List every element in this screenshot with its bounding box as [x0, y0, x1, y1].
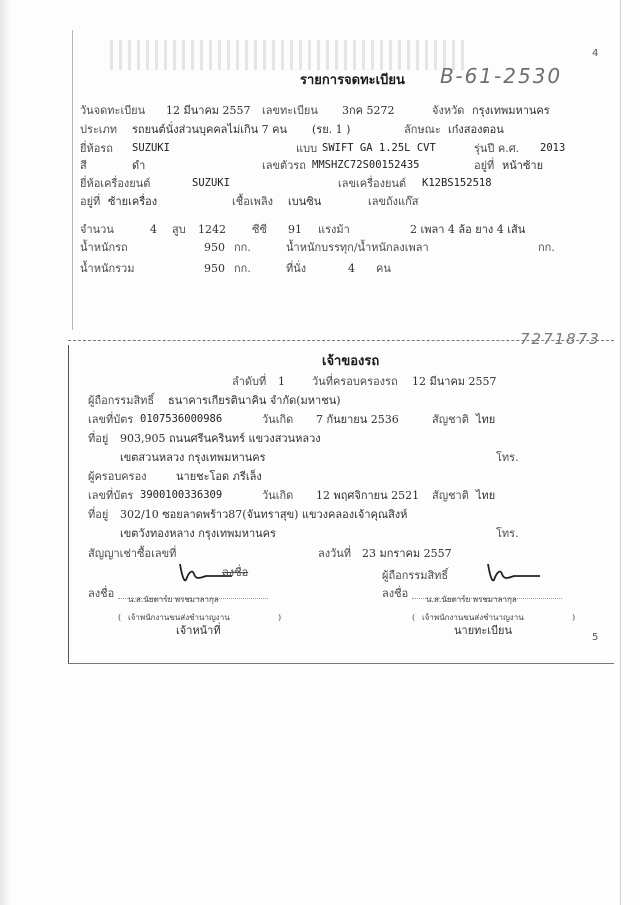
holder-address-line2: เขตวังทองหลาง กรุงเทพมหานคร — [120, 527, 276, 540]
vehicle-weight-value: 950 — [204, 241, 225, 254]
sequence-label: ลำดับที่ — [232, 375, 267, 388]
owner-nationality-value: ไทย — [476, 413, 496, 426]
chassis-label: เลขตัวรถ — [262, 159, 306, 172]
holder-address-label: ที่อยู่ — [88, 508, 109, 521]
seats-unit: คน — [376, 262, 391, 275]
right-signature-scribble — [484, 560, 544, 586]
holder-nationality-label: สัญชาติ — [432, 489, 469, 502]
cylinder-label: สูบ — [172, 223, 186, 236]
owner-address-value: 903,905 ถนนศรีนครินทร์ แขวงสวนหลวง — [120, 432, 321, 445]
document-page: 4 5 รายการจดทะเบียน B-61-2530 วันจดทะเบียน 12 มีนาคม 2557 เลขทะเบียน 3กค 5272 จังหวัด กรุงเทพมหานคร ประเภท รถยนต์นั่งส่วนบุคคลไม่เกิน 7 คน (รย. 1 ) ลักษณะ เก๋งสองตอน ยี่ห้อรถ SUZUKI แบบ SWIFT GA 1.25L CVT รุ่นปี ค.ศ. 2013 สี ดำ เลขตัวรถ MMSHZC72S00152435 อยู่ที่ หน้าซ้าย ยี่ห้อเครื่องยนต์ SUZUKI เลขเครื่องยนต์ K12BS152518 อยู่ที่ ซ้ายเครื่อง เชื้อเพลิง เบนซิน เลขถังแก๊ส จำนวน 4 สูบ 1242 ซีซี 91 แรงม้า 2 เพลา 4 ล้อ ยาง 4 เส้น น้ำหนักรถ 950 กก. น้ำหนักบรรทุก/น้ำหนักลงเพลา กก. น้ำหนักรวม 950 กก. ที่นั่ง 4 คน 7271873 เจ้าของรถ ลำดับที่ 1 วันที่ครอบครองรถ 12 มีนาคม 2557 ผู้ถือกรรมสิทธิ์ ธนาคารเกียรตินาคิน จำกัด(มหาชน) เลขที่บัตร 0107536000986 วันเกิด 7 กันยายน 2536 สัญชาติ ไทย ที่อยู่ 903,905 ถนนศรีนครินทร์ แขวงสวนหลวง เขตสวนหลวง กรุงเทพมหานคร โทร. ผู้ครอบครอง นายชะโอด ภรีเล็ง เลขที่บัตร 3900100336309 วันเกิด 12 พฤศจิกายน 2521 สัญชาติ ไทย ที่อยู่ 302/10 ซอยลาดพร้าว87(จันทราสุข) แขวงคลองเจ้าคุณสิงห์ เขตวังทองหลาง กรุงเทพมหานคร โทร. สัญญาเช่าซื้อเลขที่ ลงวันที่ 23 มกราคม 2557 ผู้ถือกรรมสิทธิ์ ลงชื่อ ลงชื่อ น.ส.นัยตาร์ย พรชมาลากุล ( เจ้าพนักงานขนส่งชำนาญงาน ) เจ้าหน้าที่ ลงชื่อ น.ส.นัยตาร์ย พรชมาลากุล ( เจ้าพนักงานขนส่งชำนาญงาน ) นายทะเบียน — [0, 0, 640, 905]
sequence-value: 1 — [278, 375, 285, 388]
chassis-value: MMSHZC72S00152435 — [312, 159, 420, 171]
reg-date-label: วันจดทะเบียน — [80, 104, 146, 117]
page-number-top: 4 — [592, 48, 599, 59]
hp-label: แรงม้า — [318, 223, 350, 236]
owner-value: ธนาคารเกียรตินาคิน จำกัด(มหาชน) — [168, 394, 341, 407]
holder-id-label: เลขที่บัตร — [88, 489, 134, 502]
brand-value: SUZUKI — [132, 142, 170, 154]
holder-nationality-value: ไทย — [476, 489, 496, 502]
right-signer-top-label: ผู้ถือกรรมสิทธิ์ — [382, 569, 449, 582]
holder-tel-label: โทร. — [496, 527, 519, 540]
year-label: รุ่นปี ค.ศ. — [474, 142, 520, 155]
province-label: จังหวัด — [432, 104, 465, 117]
holder-birth-label: วันเกิด — [262, 489, 294, 502]
page-edge-line — [620, 0, 621, 905]
reg-date-value: 12 มีนาคม 2557 — [166, 104, 251, 117]
contract-date-label: ลงวันที่ — [318, 547, 352, 560]
fuel-label: เชื้อเพลิง — [232, 195, 273, 208]
cc-value: 1242 — [198, 223, 226, 236]
holder-value: นายชะโอด ภรีเล็ง — [176, 470, 262, 483]
engine-number-label: เลขเครื่องยนต์ — [338, 177, 407, 190]
owner-section-left-border — [68, 345, 69, 663]
left-sign-struck-label: ลงชื่อ — [222, 566, 249, 579]
owner-birth-value: 7 กันยายน 2536 — [316, 413, 399, 426]
owner-id-value: 0107536000986 — [140, 413, 223, 425]
registration-title: รายการจดทะเบียน — [300, 73, 405, 88]
style-value: เก๋งสองตอน — [448, 123, 504, 136]
owner-section-title: เจ้าของรถ — [322, 354, 380, 369]
owner-id-label: เลขที่บัตร — [88, 413, 134, 426]
model-value: SWIFT GA 1.25L CVT — [322, 142, 436, 154]
right-sign-label: ลงชื่อ — [382, 587, 409, 600]
left-signer-name: น.ส.นัยตาร์ย พรชมาลากุล — [128, 595, 219, 604]
engine-brand-label: ยี่ห้อเครื่องยนต์ — [80, 177, 151, 190]
engine-brand-value: SUZUKI — [192, 177, 230, 189]
load-label: น้ำหนักบรรทุก/น้ำหนักลงเพลา — [286, 241, 429, 254]
color-value: ดำ — [132, 159, 146, 172]
hp-value: 91 — [288, 223, 302, 236]
vehicle-weight-unit: กก. — [234, 241, 251, 254]
total-weight-value: 950 — [204, 262, 225, 275]
form-bottom-border — [68, 663, 614, 664]
cylinder-count-label: จำนวน — [80, 223, 114, 236]
possession-date-label: วันที่ครอบครองรถ — [312, 375, 398, 388]
possession-date-value: 12 มีนาคม 2557 — [412, 375, 497, 388]
year-value: 2013 — [540, 142, 566, 154]
chassis-location-label: อยู่ที่ — [474, 159, 495, 172]
style-label: ลักษณะ — [404, 123, 441, 136]
owner-tel-label: โทร. — [496, 451, 519, 464]
chassis-location-value: หน้าซ้าย — [502, 159, 544, 172]
holder-address-value: 302/10 ซอยลาดพร้าว87(จันทราสุข) แขวงคลองเจ้าคุณสิงห์ — [120, 508, 408, 521]
seats-value: 4 — [348, 262, 355, 275]
page-number-bottom: 5 — [592, 632, 599, 643]
right-signer-name: น.ส.นัยตาร์ย พรชมาลากุล — [426, 595, 517, 604]
seats-label: ที่นั่ง — [286, 262, 307, 275]
province-value: กรุงเทพมหานคร — [472, 104, 550, 117]
vehicle-weight-label: น้ำหนักรถ — [80, 241, 128, 254]
contract-number-label: สัญญาเช่าซื้อเลขที่ — [88, 547, 177, 560]
right-signer-title: เจ้าพนักงานขนส่งชำนาญงาน — [422, 613, 524, 622]
gas-tank-label: เลขถังแก๊ส — [368, 195, 419, 208]
owner-address-line2: เขตสวนหลวง กรุงเทพมหานคร — [120, 451, 266, 464]
type-value: รถยนต์นั่งส่วนบุคคลไม่เกิน 7 คน — [132, 123, 288, 136]
left-sign-label: ลงชื่อ — [88, 587, 115, 600]
brand-label: ยี่ห้อรถ — [80, 142, 113, 155]
right-signer-role: นายทะเบียน — [454, 624, 513, 637]
owner-address-label: ที่อยู่ — [88, 432, 109, 445]
form-left-border — [72, 30, 73, 330]
plate-label: เลขทะเบียน — [262, 104, 318, 117]
cylinder-count-value: 4 — [150, 223, 157, 236]
left-signer-title: เจ้าพนักงานขนส่งชำนาญงาน — [128, 613, 230, 622]
scan-shadow — [0, 0, 10, 905]
color-label: สี — [80, 159, 87, 172]
fuel-value: เบนซิน — [288, 195, 322, 208]
axle-wheel-text: 2 เพลา 4 ล้อ ยาง 4 เส้น — [410, 223, 526, 236]
plate-value: 3กค 5272 — [342, 104, 395, 117]
engine-number-value: K12BS152518 — [422, 177, 492, 189]
cut-serial-number: 7271873 — [520, 330, 601, 348]
total-weight-unit: กก. — [234, 262, 251, 275]
type-label: ประเภท — [80, 123, 118, 136]
owner-nationality-label: สัญชาติ — [432, 413, 469, 426]
left-signer-role: เจ้าหน้าที่ — [176, 624, 221, 637]
type-code-value: (รย. 1 ) — [312, 123, 351, 136]
load-unit: กก. — [538, 241, 555, 254]
model-label: แบบ — [296, 142, 318, 155]
handwritten-reference: B-61-2530 — [440, 64, 563, 88]
engine-location-value: ซ้ายเครื่อง — [108, 195, 158, 208]
owner-label: ผู้ถือกรรมสิทธิ์ — [88, 394, 155, 407]
section-divider — [68, 340, 614, 341]
holder-birth-value: 12 พฤศจิกายน 2521 — [316, 489, 420, 502]
faint-bleedthrough-text — [110, 40, 470, 70]
engine-location-label: อยู่ที่ — [80, 195, 101, 208]
contract-date-value: 23 มกราคม 2557 — [362, 547, 452, 560]
holder-label: ผู้ครอบครอง — [88, 470, 147, 483]
owner-birth-label: วันเกิด — [262, 413, 294, 426]
holder-id-value: 3900100336309 — [140, 489, 223, 501]
cc-label: ซีซี — [252, 223, 267, 236]
total-weight-label: น้ำหนักรวม — [80, 262, 135, 275]
